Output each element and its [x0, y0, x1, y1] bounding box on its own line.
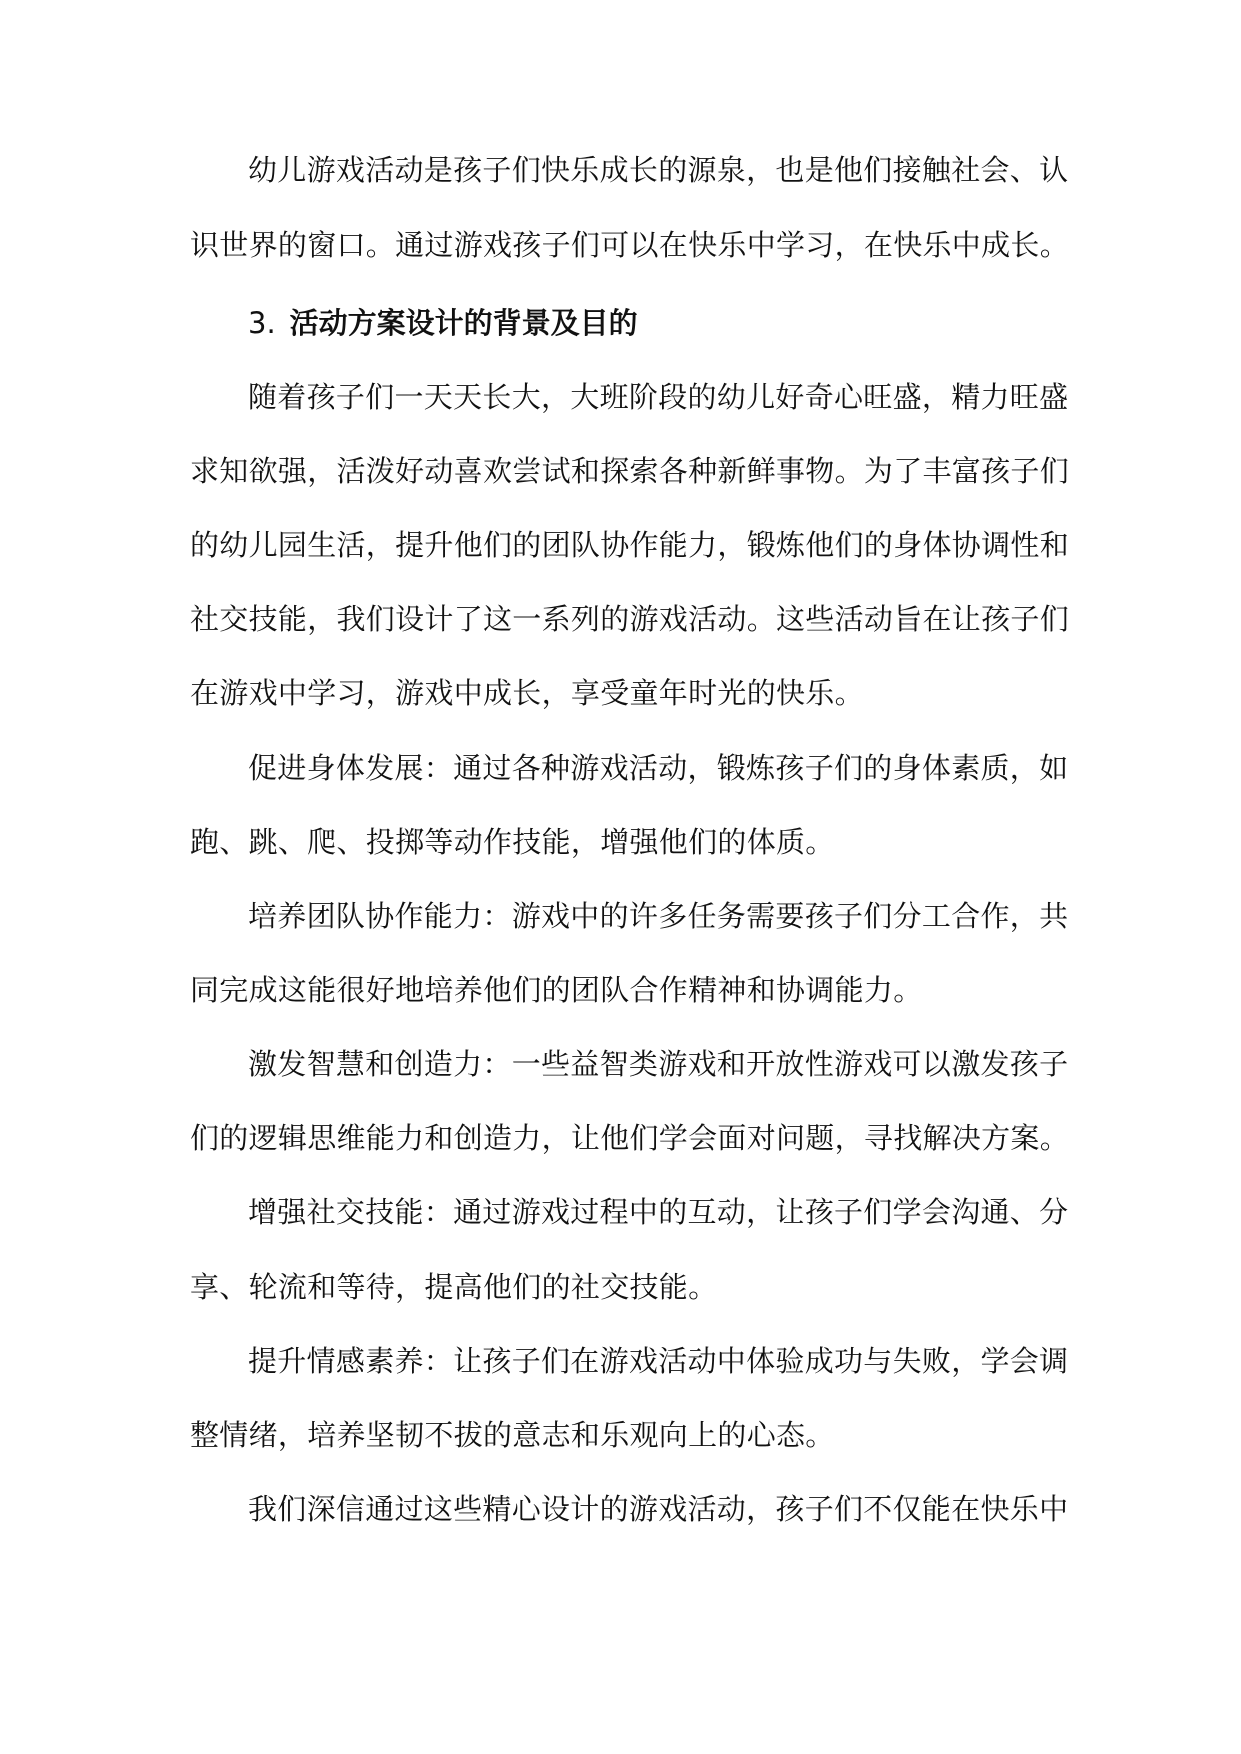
paragraph-1-line-3: 的幼儿园生活，提升他们的团队协作能力，锻炼他们的身体协调性和	[190, 528, 1070, 562]
paragraph-1-line-2: 求知欲强，活泼好动喜欢尝试和探索各种新鲜事物。为了丰富孩子们	[190, 454, 1070, 488]
paragraph-1-line-5: 在游戏中学习，游戏中成长，享受童年时光的快乐。	[190, 676, 864, 710]
intro-line-2: 识世界的窗口。通过游戏孩子们可以在快乐中学习，在快乐中成长。	[190, 228, 1070, 262]
paragraph-4-line-2: 们的逻辑思维能力和创造力，让他们学会面对问题，寻找解决方案。	[190, 1121, 1070, 1155]
paragraph-6-line-2: 整情绪，培养坚韧不拔的意志和乐观向上的心态。	[190, 1418, 835, 1452]
paragraph-3-line-1: 培养团队协作能力：游戏中的许多任务需要孩子们分工合作，共	[248, 899, 1069, 933]
section-number: 3.	[248, 306, 276, 340]
paragraph-1-line-4: 社交技能，我们设计了这一系列的游戏活动。这些活动旨在让孩子们	[190, 602, 1070, 636]
paragraph-1-line-1: 随着孩子们一天天长大，大班阶段的幼儿好奇心旺盛，精力旺盛	[248, 380, 1069, 414]
paragraph-5-line-2: 享、轮流和等待，提高他们的社交技能。	[190, 1270, 718, 1304]
paragraph-2-line-2: 跑、跳、爬、投掷等动作技能，增强他们的体质。	[190, 825, 835, 859]
paragraph-4-line-1: 激发智慧和创造力：一些益智类游戏和开放性游戏可以激发孩子	[248, 1047, 1069, 1081]
intro-line-1: 幼儿游戏活动是孩子们快乐成长的源泉，也是他们接触社会、认	[248, 153, 1069, 187]
section-title: 活动方案设计的背景及目的	[289, 306, 638, 340]
paragraph-2-line-1: 促进身体发展：通过各种游戏活动，锻炼孩子们的身体素质，如	[248, 751, 1069, 785]
paragraph-6-line-1: 提升情感素养：让孩子们在游戏活动中体验成功与失败，学会调	[248, 1344, 1069, 1378]
paragraph-7-line-1: 我们深信通过这些精心设计的游戏活动，孩子们不仅能在快乐中	[248, 1492, 1069, 1526]
paragraph-5-line-1: 增强社交技能：通过游戏过程中的互动，让孩子们学会沟通、分	[248, 1195, 1069, 1229]
paragraph-3-line-2: 同完成这能很好地培养他们的团队合作精神和协调能力。	[190, 973, 923, 1007]
section-heading	[248, 303, 638, 343]
